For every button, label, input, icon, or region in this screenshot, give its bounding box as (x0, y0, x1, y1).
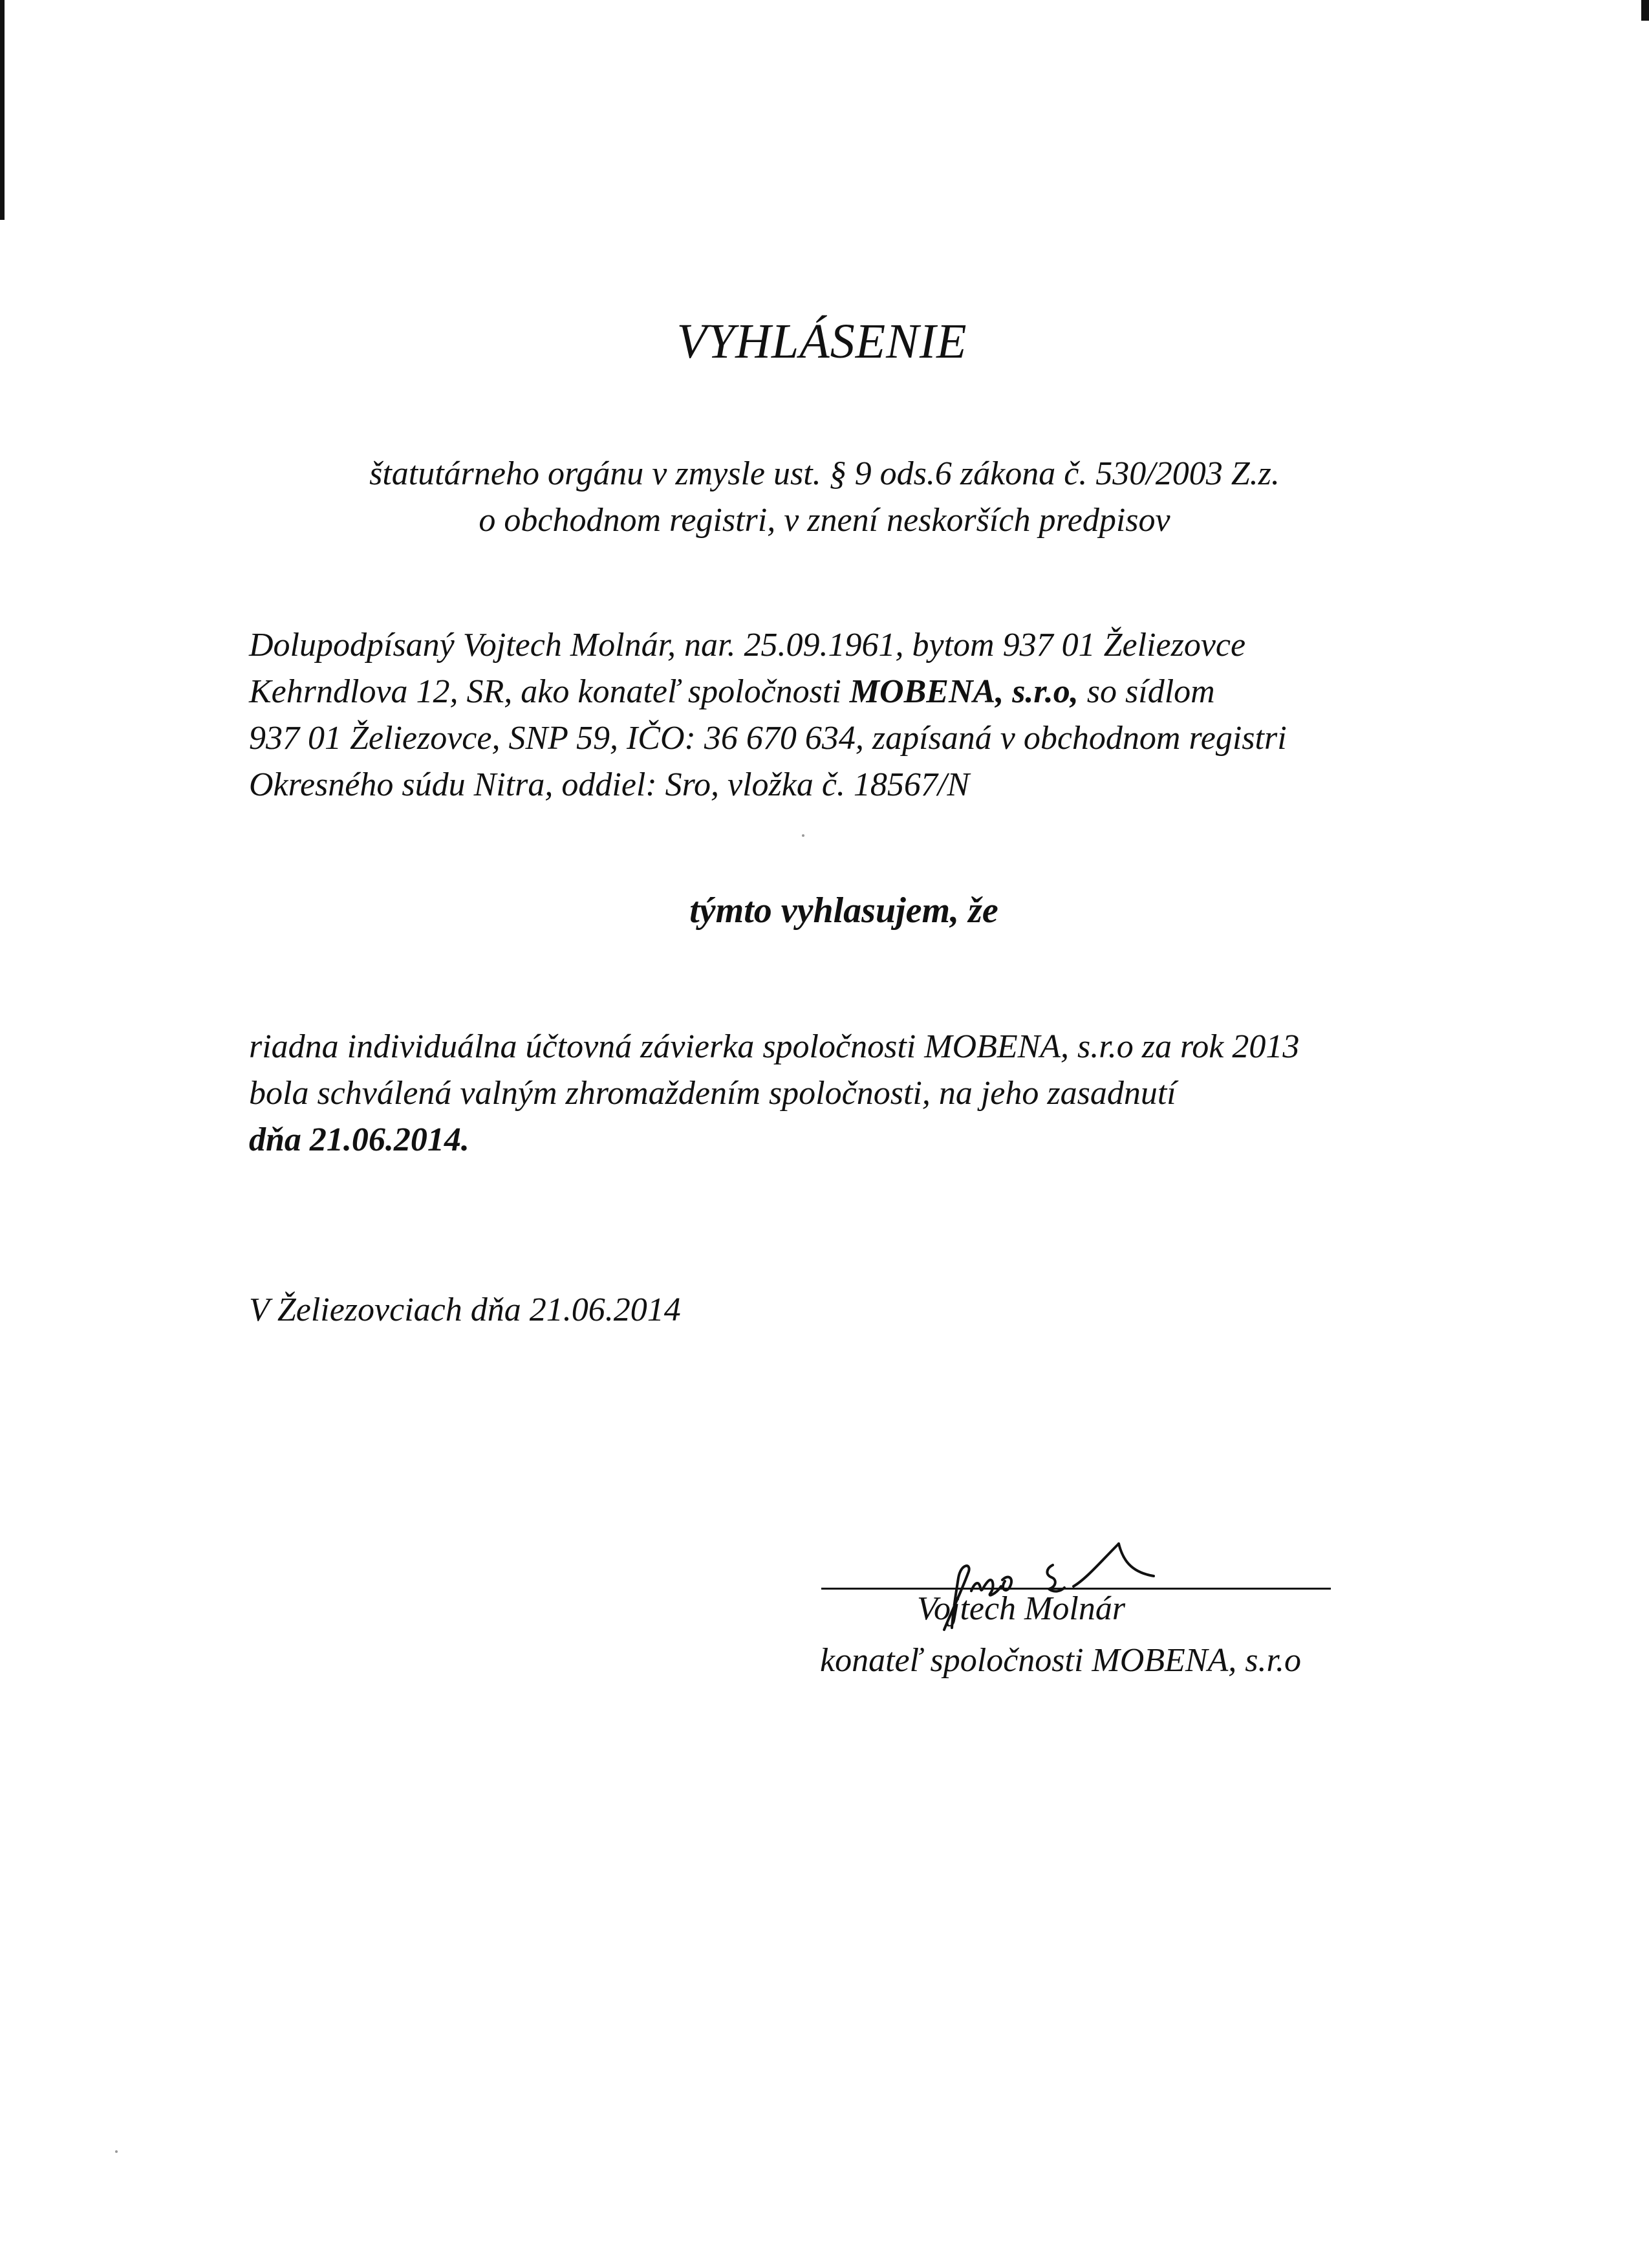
signatory-role: konateľ spoločnosti MOBENA, s.r.o (820, 1642, 1301, 1679)
intro-line-2-post: so sídlom (1078, 673, 1215, 710)
intro-line-4: Okresného súdu Nitra, oddiel: Sro, vložka č. 18567/N (249, 766, 970, 803)
company-name: MOBENA, s.r.o, (849, 673, 1079, 710)
statement-date: dňa 21.06.2014. (249, 1121, 469, 1158)
declaration-heading: týmto vyhlasujem, že (689, 891, 998, 931)
intro-line-2 (249, 669, 1287, 715)
statement-line-2: bola schválená valným zhromaždením spoločnosti, na jeho zasadnutí (249, 1075, 1176, 1112)
statement-paragraph (249, 1024, 1299, 1163)
scan-speck (115, 2150, 118, 2153)
document-title: VYHLÁSENIE (676, 314, 967, 369)
signatory-name: Vojtech Molnár (917, 1590, 1126, 1627)
statement-line-1: riadna individuálna účtovná závierka spoločnosti MOBENA, s.r.o za rok 2013 (249, 1028, 1300, 1065)
intro-paragraph (249, 622, 1287, 808)
intro-line-1: Dolupodpísaný Vojtech Molnár, nar. 25.09.1961, bytom 937 01 Želiezovce (249, 627, 1246, 664)
scan-edge-artifact (0, 0, 5, 220)
place-and-date: V Želiezovciach dňa 21.06.2014 (249, 1291, 681, 1328)
subtitle-line-1: štatutárneho orgánu v zmysle ust. § 9 ods.6 zákona č. 530/2003 Z.z. (369, 455, 1280, 492)
scan-corner-artifact (1641, 0, 1649, 21)
intro-line-2-pre: Kehrndlova 12, SR, ako konateľ spoločnosti (249, 673, 850, 710)
scan-speck (802, 834, 804, 837)
intro-line-3: 937 01 Želiezovce, SNP 59, IČO: 36 670 634, zapísaná v obchodnom registri (249, 720, 1287, 757)
subtitle-line-2: o obchodnom registri, v znení neskorších predpisov (479, 502, 1170, 539)
